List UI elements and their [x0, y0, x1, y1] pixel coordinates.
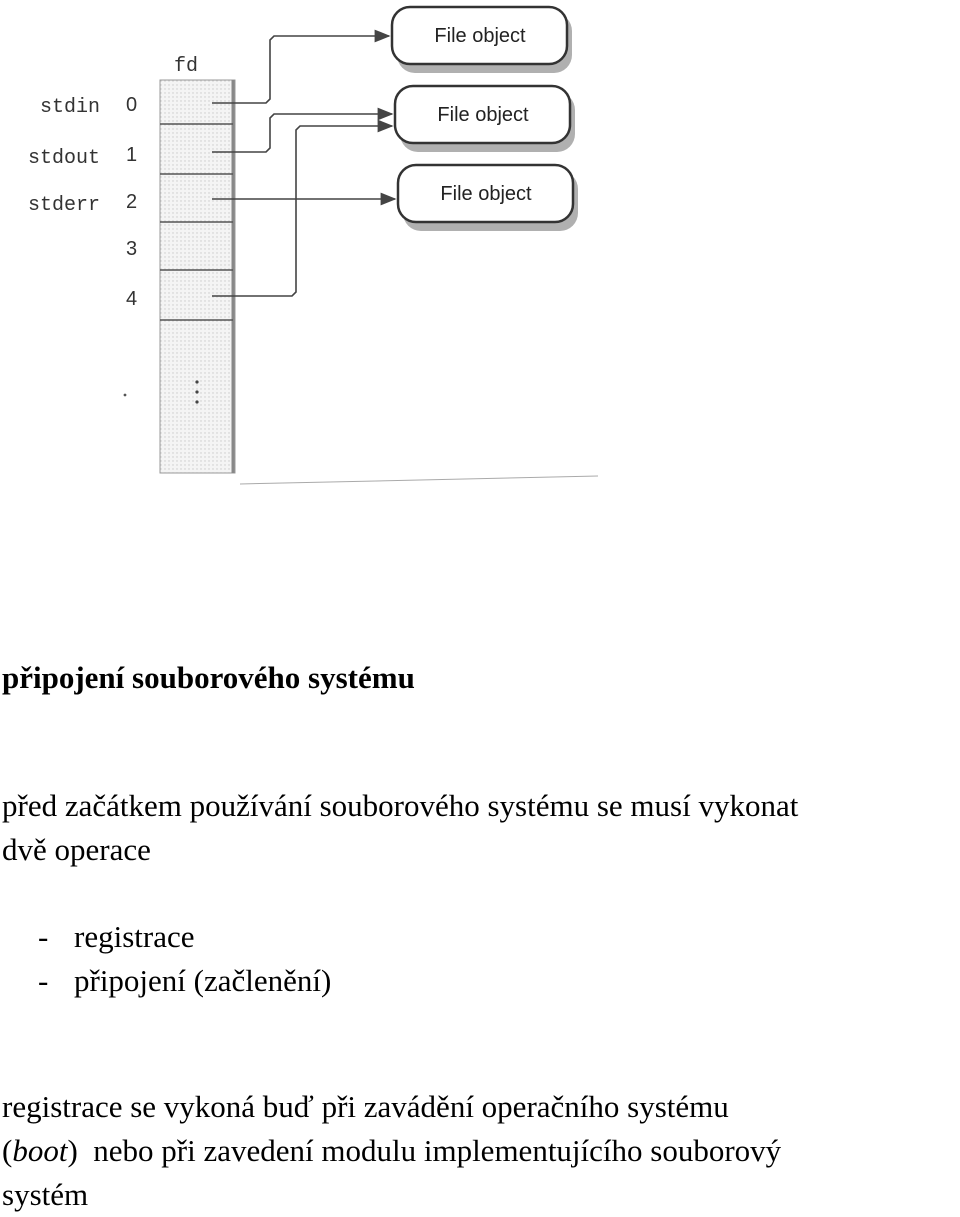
stderr-label: stderr — [28, 194, 101, 217]
list-bullet: - — [38, 919, 49, 954]
intro-line: před začátkem používání souborového systému se musí vykonat — [2, 788, 799, 823]
stdin-label: stdin — [40, 96, 101, 119]
intro-paragraph — [2, 784, 798, 872]
file-object-label: File object — [437, 104, 529, 126]
section-heading: připojení souborového systému — [2, 660, 415, 695]
fd-number-0: 0 — [126, 94, 138, 116]
operation-item — [38, 915, 331, 959]
file-object-box — [398, 165, 578, 231]
intro-line: dvě operace — [2, 832, 151, 867]
registration-paragraph — [2, 1085, 781, 1217]
stray-dot — [124, 394, 127, 397]
paragraph-line-rest: ) nebo při zavedení modulu implementujícího souborový — [67, 1133, 782, 1168]
operation-item — [38, 959, 331, 1003]
ellipsis-dot — [195, 400, 198, 403]
fd-label: fd — [174, 55, 199, 78]
fd-number-1: 1 — [126, 144, 138, 166]
baseline-rule — [240, 476, 598, 484]
paragraph-line — [2, 1129, 781, 1173]
list-bullet: - — [38, 963, 49, 998]
fd-table — [160, 80, 235, 473]
file-object-box — [392, 7, 572, 73]
file-object-label: File object — [440, 183, 532, 205]
operations-list — [38, 915, 331, 1003]
stdout-label: stdout — [28, 147, 101, 170]
fd-number-4: 4 — [126, 288, 138, 310]
fd1-pointer-arrow — [212, 114, 392, 152]
fd-number-2: 2 — [126, 191, 138, 213]
file-object-label: File object — [434, 25, 526, 47]
ellipsis-dot — [195, 380, 198, 383]
paragraph-line: systém — [2, 1177, 89, 1212]
paragraph-line: registrace se vykoná buď při zavádění operačního systému — [2, 1089, 729, 1124]
operation-text: registrace — [74, 919, 195, 954]
fd-number-3: 3 — [126, 238, 138, 260]
file-descriptor-diagram — [0, 0, 620, 500]
boot-term: boot — [12, 1133, 68, 1168]
operation-text: připojení (začlenění) — [74, 963, 332, 998]
ellipsis-dot — [195, 390, 198, 393]
fd0-pointer-arrow — [212, 36, 389, 103]
paren-open: ( — [2, 1133, 13, 1168]
file-object-box — [395, 86, 575, 152]
